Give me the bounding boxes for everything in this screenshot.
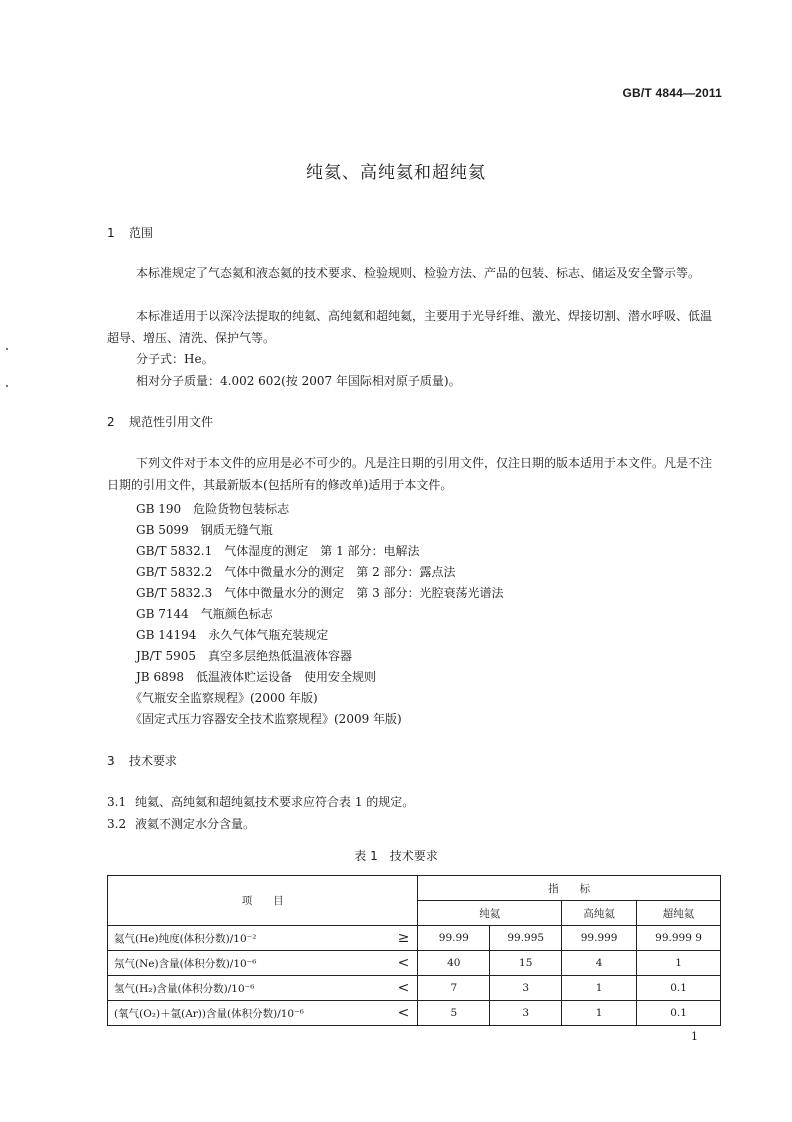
row-item: 氖气(Ne)含量(体积分数)/10⁻⁶ — [108, 951, 383, 976]
reference-item: JB 6898 低温液体贮运设备 使用安全规则 — [136, 670, 376, 684]
clause-3-2 — [107, 815, 255, 832]
section-number: 3 — [107, 754, 115, 768]
header-index: 指 标 — [418, 876, 721, 901]
row-value: 7 — [418, 976, 490, 1001]
row-value: 99.99 — [418, 926, 490, 951]
reference-item: GB 7144 气瓶颜色标志 — [136, 607, 273, 621]
row-item: 氢气(H₂)含量(体积分数)/10⁻⁶ — [108, 976, 383, 1001]
row-value: 99.999 9 — [637, 926, 721, 951]
reference-item: GB/T 5832.2 气体中微量水分的测定 第 2 部分：露点法 — [136, 565, 456, 579]
row-symbol: ≥ — [383, 926, 418, 951]
molecular-formula: 分子式：He。 — [136, 352, 214, 366]
grade-ultra-pure: 超纯氦 — [637, 901, 721, 926]
reference-item: GB 14194 永久气体气瓶充装规定 — [136, 628, 329, 642]
row-value: 1 — [562, 1001, 637, 1026]
row-value: 40 — [418, 951, 490, 976]
scope-paragraph-1: 本标准规定了气态氦和液态氦的技术要求、检验规则、检验方法、产品的包装、标志、储运及安全警示等。 — [136, 266, 701, 280]
reference-item: GB 5099 钢质无缝气瓶 — [136, 523, 273, 537]
scope-paragraph-2: 本标准适用于以深冷法提取的纯氦、高纯氦和超纯氦，主要用于光导纤维、激光、焊接切割、潜水呼吸、低温超导、增压、清洗、保护气等。 — [107, 309, 713, 345]
scan-speck — [6, 348, 8, 350]
row-value: 15 — [490, 951, 562, 976]
reference-item: GB 190 危险货物包装标志 — [136, 502, 290, 516]
table-row — [108, 926, 721, 951]
row-value: 3 — [490, 976, 562, 1001]
row-item: 氦气(He)纯度(体积分数)/10⁻² — [108, 926, 383, 951]
reference-item: GB/T 5832.3 气体中微量水分的测定 第 3 部分：光腔衰荡光谱法 — [136, 586, 504, 600]
clause-text: 纯氦、高纯氦和超纯氦技术要求应符合表 1 的规定。 — [135, 795, 415, 809]
row-value: 4 — [562, 951, 637, 976]
table-header-row — [108, 876, 721, 901]
row-value: 0.1 — [637, 976, 721, 1001]
row-item: (氧气(O₂)＋氩(Ar))含量(体积分数)/10⁻⁶ — [108, 1001, 383, 1026]
clause-3-1 — [107, 793, 414, 810]
document-title: 纯氦、高纯氦和超纯氦 — [306, 163, 486, 183]
header-item: 项 目 — [108, 876, 418, 926]
section-3-heading — [107, 752, 177, 769]
clause-text: 液氦不测定水分含量。 — [135, 817, 256, 831]
requirements-table — [107, 875, 721, 1026]
section-title: 技术要求 — [129, 754, 178, 768]
reference-item: 《固定式压力容器安全技术监察规程》(2009 年版) — [130, 712, 402, 726]
table-row — [108, 951, 721, 976]
clause-number: 3.2 — [107, 817, 127, 831]
standard-number: GB/T 4844—2011 — [622, 86, 722, 100]
table-row — [108, 976, 721, 1001]
reference-item: GB/T 5832.1 气体湿度的测定 第 1 部分：电解法 — [136, 544, 420, 558]
row-symbol: < — [383, 951, 418, 976]
reference-item: 《气瓶安全监察规程》(2000 年版) — [130, 691, 318, 705]
grade-high-purity: 高纯氦 — [562, 901, 637, 926]
section-2-heading — [107, 413, 213, 430]
reference-item: JB/T 5905 真空多层绝热低温液体容器 — [136, 649, 353, 663]
section-title: 规范性引用文件 — [129, 415, 214, 429]
row-symbol: < — [383, 1001, 418, 1026]
row-value: 0.1 — [637, 1001, 721, 1026]
row-value: 99.999 — [562, 926, 637, 951]
row-symbol: < — [383, 976, 418, 1001]
table-caption: 表 1 技术要求 — [354, 849, 438, 863]
section-number: 2 — [107, 415, 115, 429]
row-value: 1 — [562, 976, 637, 1001]
page-number: 1 — [691, 1030, 698, 1043]
molecular-mass: 相对分子质量：4.002 602(按 2007 年国际相对原子质量)。 — [136, 374, 461, 388]
section-number: 1 — [107, 226, 115, 240]
clause-number: 3.1 — [107, 795, 127, 809]
table-row — [108, 1001, 721, 1026]
row-value: 1 — [637, 951, 721, 976]
row-value: 3 — [490, 1001, 562, 1026]
row-value: 99.995 — [490, 926, 562, 951]
section-1-heading — [107, 224, 153, 241]
scan-speck — [6, 385, 8, 387]
row-value: 5 — [418, 1001, 490, 1026]
grade-pure: 纯氦 — [418, 901, 562, 926]
references-intro: 下列文件对于本文件的应用是必不可少的。凡是注日期的引用文件，仅注日期的版本适用于本文件。凡是不注日期的引用文件，其最新版本(包括所有的修改单)适用于本文件。 — [107, 456, 713, 492]
section-title: 范围 — [129, 226, 154, 240]
